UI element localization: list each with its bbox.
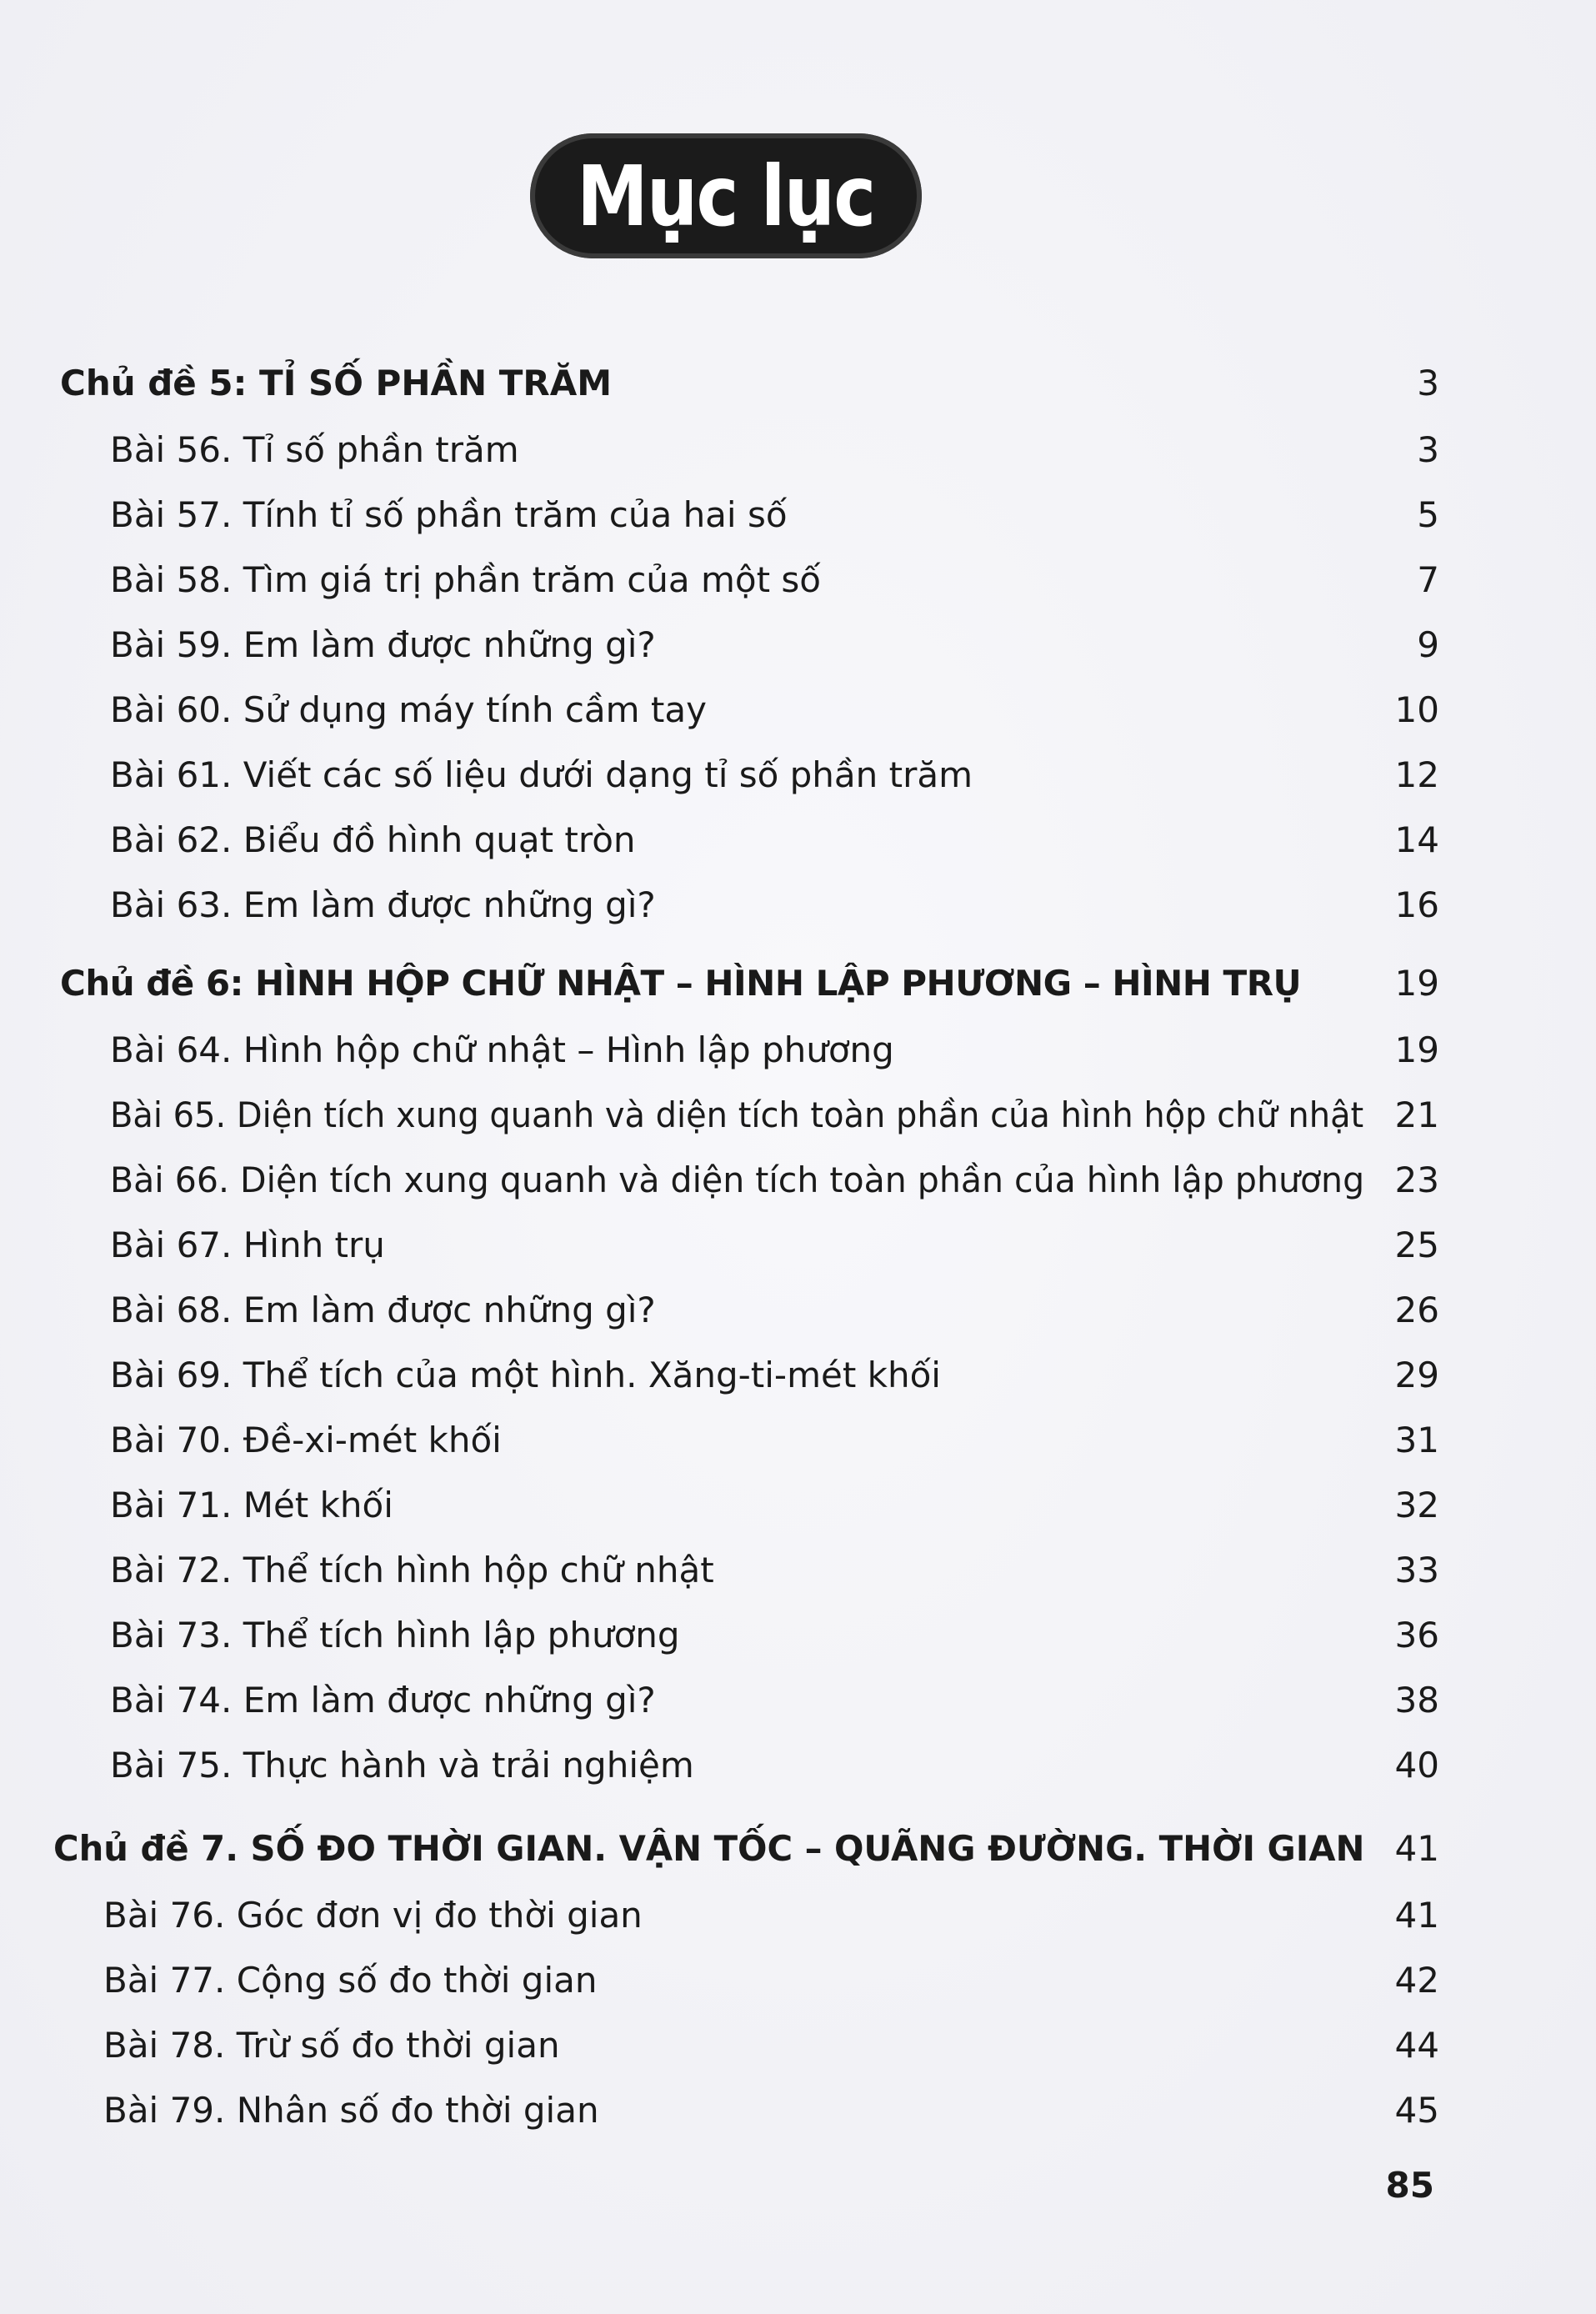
- toc-lesson: [0, 810, 1596, 870]
- topic-page-number: 3: [1417, 363, 1439, 403]
- lesson-page-number: 38: [1394, 1680, 1439, 1720]
- lesson-title: Bài 69. Thể tích của một hình. Xăng-ti-mét khối: [110, 1355, 941, 1395]
- toc-lesson: [0, 1886, 1596, 1946]
- lesson-page-number: 26: [1394, 1290, 1439, 1330]
- lesson-title: Bài 67. Hình trụ: [110, 1225, 385, 1265]
- toc-lesson: [0, 1215, 1596, 1275]
- lesson-title: Bài 71. Mét khối: [110, 1485, 393, 1525]
- toc-lesson: [0, 1020, 1596, 1080]
- lesson-page-number: 19: [1394, 1029, 1439, 1070]
- lesson-page-number: 12: [1394, 754, 1439, 795]
- toc-lesson: [0, 1280, 1596, 1340]
- lesson-title: Bài 77. Cộng số đo thời gian: [103, 1960, 598, 2001]
- lesson-title: Bài 62. Biểu đồ hình quạt tròn: [110, 819, 636, 860]
- lesson-title: Bài 56. Tỉ số phần trăm: [110, 429, 519, 470]
- lesson-title: Bài 79. Nhân số đo thời gian: [103, 2090, 599, 2131]
- topic-page-number: 19: [1394, 963, 1439, 1004]
- lesson-title: Bài 70. Đề-xi-mét khối: [110, 1420, 502, 1460]
- toc-topic-6: [0, 954, 1596, 1014]
- toc-lesson: [0, 745, 1596, 805]
- lesson-page-number: 41: [1394, 1895, 1439, 1936]
- lesson-title: Bài 66. Diện tích xung quanh và diện tích toàn phần của hình lập phương: [110, 1160, 1365, 1200]
- lesson-page-number: 25: [1394, 1225, 1439, 1265]
- lesson-page-number: 33: [1394, 1550, 1439, 1590]
- lesson-page-number: 10: [1394, 689, 1439, 730]
- toc-lesson: [0, 680, 1596, 740]
- lesson-title: Bài 75. Thực hành và trải nghiệm: [110, 1745, 694, 1786]
- topic-title: Chủ đề 6: HÌNH HỘP CHỮ NHẬT – HÌNH LẬP PHƯƠNG – HÌNH TRỤ: [60, 963, 1302, 1004]
- toc-topic-5: [0, 353, 1596, 413]
- lesson-page-number: 42: [1394, 1960, 1439, 2001]
- lesson-title: Bài 58. Tìm giá trị phần trăm của một số: [110, 559, 822, 600]
- lesson-page-number: 36: [1394, 1615, 1439, 1655]
- lesson-page-number: 44: [1394, 2025, 1439, 2066]
- lesson-page-number: 21: [1394, 1094, 1439, 1135]
- lesson-page-number: 40: [1394, 1745, 1439, 1786]
- lesson-title: Bài 68. Em làm được những gì?: [110, 1290, 656, 1330]
- lesson-page-number: 16: [1394, 884, 1439, 925]
- lesson-page-number: 23: [1394, 1160, 1439, 1200]
- toc-lesson: [0, 485, 1596, 545]
- toc-lesson: [0, 420, 1596, 480]
- toc-lesson: [0, 1670, 1596, 1730]
- toc-lesson: [0, 615, 1596, 675]
- lesson-title: Bài 72. Thể tích hình hộp chữ nhật: [110, 1550, 714, 1590]
- toc-lesson: [0, 1605, 1596, 1665]
- lesson-title: Bài 74. Em làm được những gì?: [110, 1680, 656, 1720]
- toc-lesson: [0, 2081, 1596, 2141]
- lesson-page-number: 31: [1394, 1420, 1439, 1460]
- toc-lesson: [0, 2016, 1596, 2076]
- lesson-title: Bài 76. Góc đơn vị đo thời gian: [103, 1895, 643, 1936]
- lesson-title: Bài 78. Trừ số đo thời gian: [103, 2025, 560, 2066]
- lesson-title: Bài 61. Viết các số liệu dưới dạng tỉ số phần trăm: [110, 754, 973, 795]
- lesson-page-number: 45: [1394, 2090, 1439, 2131]
- toc-lesson: [0, 1736, 1596, 1796]
- lesson-title: Bài 59. Em làm được những gì?: [110, 624, 656, 665]
- lesson-title: Bài 64. Hình hộp chữ nhật – Hình lập phương: [110, 1029, 894, 1070]
- page-title: Mục lục: [577, 147, 875, 245]
- lesson-page-number: 29: [1394, 1355, 1439, 1395]
- toc-topic-7: [0, 1819, 1596, 1879]
- topic-title: Chủ đề 7. SỐ ĐO THỜI GIAN. VẬN TỐC – QUÃNG ĐƯỜNG. THỜI GIAN: [53, 1828, 1365, 1869]
- lesson-page-number: 5: [1417, 494, 1439, 535]
- lesson-page-number: 32: [1394, 1485, 1439, 1525]
- toc-lesson: [0, 875, 1596, 935]
- topic-title: Chủ đề 5: TỈ SỐ PHẦN TRĂM: [60, 363, 613, 403]
- toc-lesson: [0, 1345, 1596, 1405]
- toc-lesson: [0, 1540, 1596, 1600]
- lesson-page-number: 3: [1417, 429, 1439, 470]
- lesson-page-number: 9: [1417, 624, 1439, 665]
- lesson-title: Bài 63. Em làm được những gì?: [110, 884, 656, 925]
- lesson-title: Bài 73. Thể tích hình lập phương: [110, 1615, 680, 1655]
- lesson-title: Bài 65. Diện tích xung quanh và diện tích toàn phần của hình hộp chữ nhật: [110, 1094, 1364, 1135]
- toc-lesson: [0, 1951, 1596, 2011]
- lesson-page-number: 14: [1394, 819, 1439, 860]
- topic-page-number: 41: [1394, 1828, 1439, 1869]
- lesson-title: Bài 60. Sử dụng máy tính cầm tay: [110, 689, 707, 730]
- toc-lesson: [0, 1475, 1596, 1535]
- toc-lesson: [0, 1085, 1596, 1145]
- toc-lesson: [0, 1150, 1596, 1210]
- lesson-page-number: 7: [1417, 559, 1439, 600]
- toc-lesson: [0, 550, 1596, 610]
- toc-lesson: [0, 1410, 1596, 1470]
- footer-page-number: 85: [1385, 2165, 1434, 2206]
- lesson-title: Bài 57. Tính tỉ số phần trăm của hai số: [110, 494, 788, 535]
